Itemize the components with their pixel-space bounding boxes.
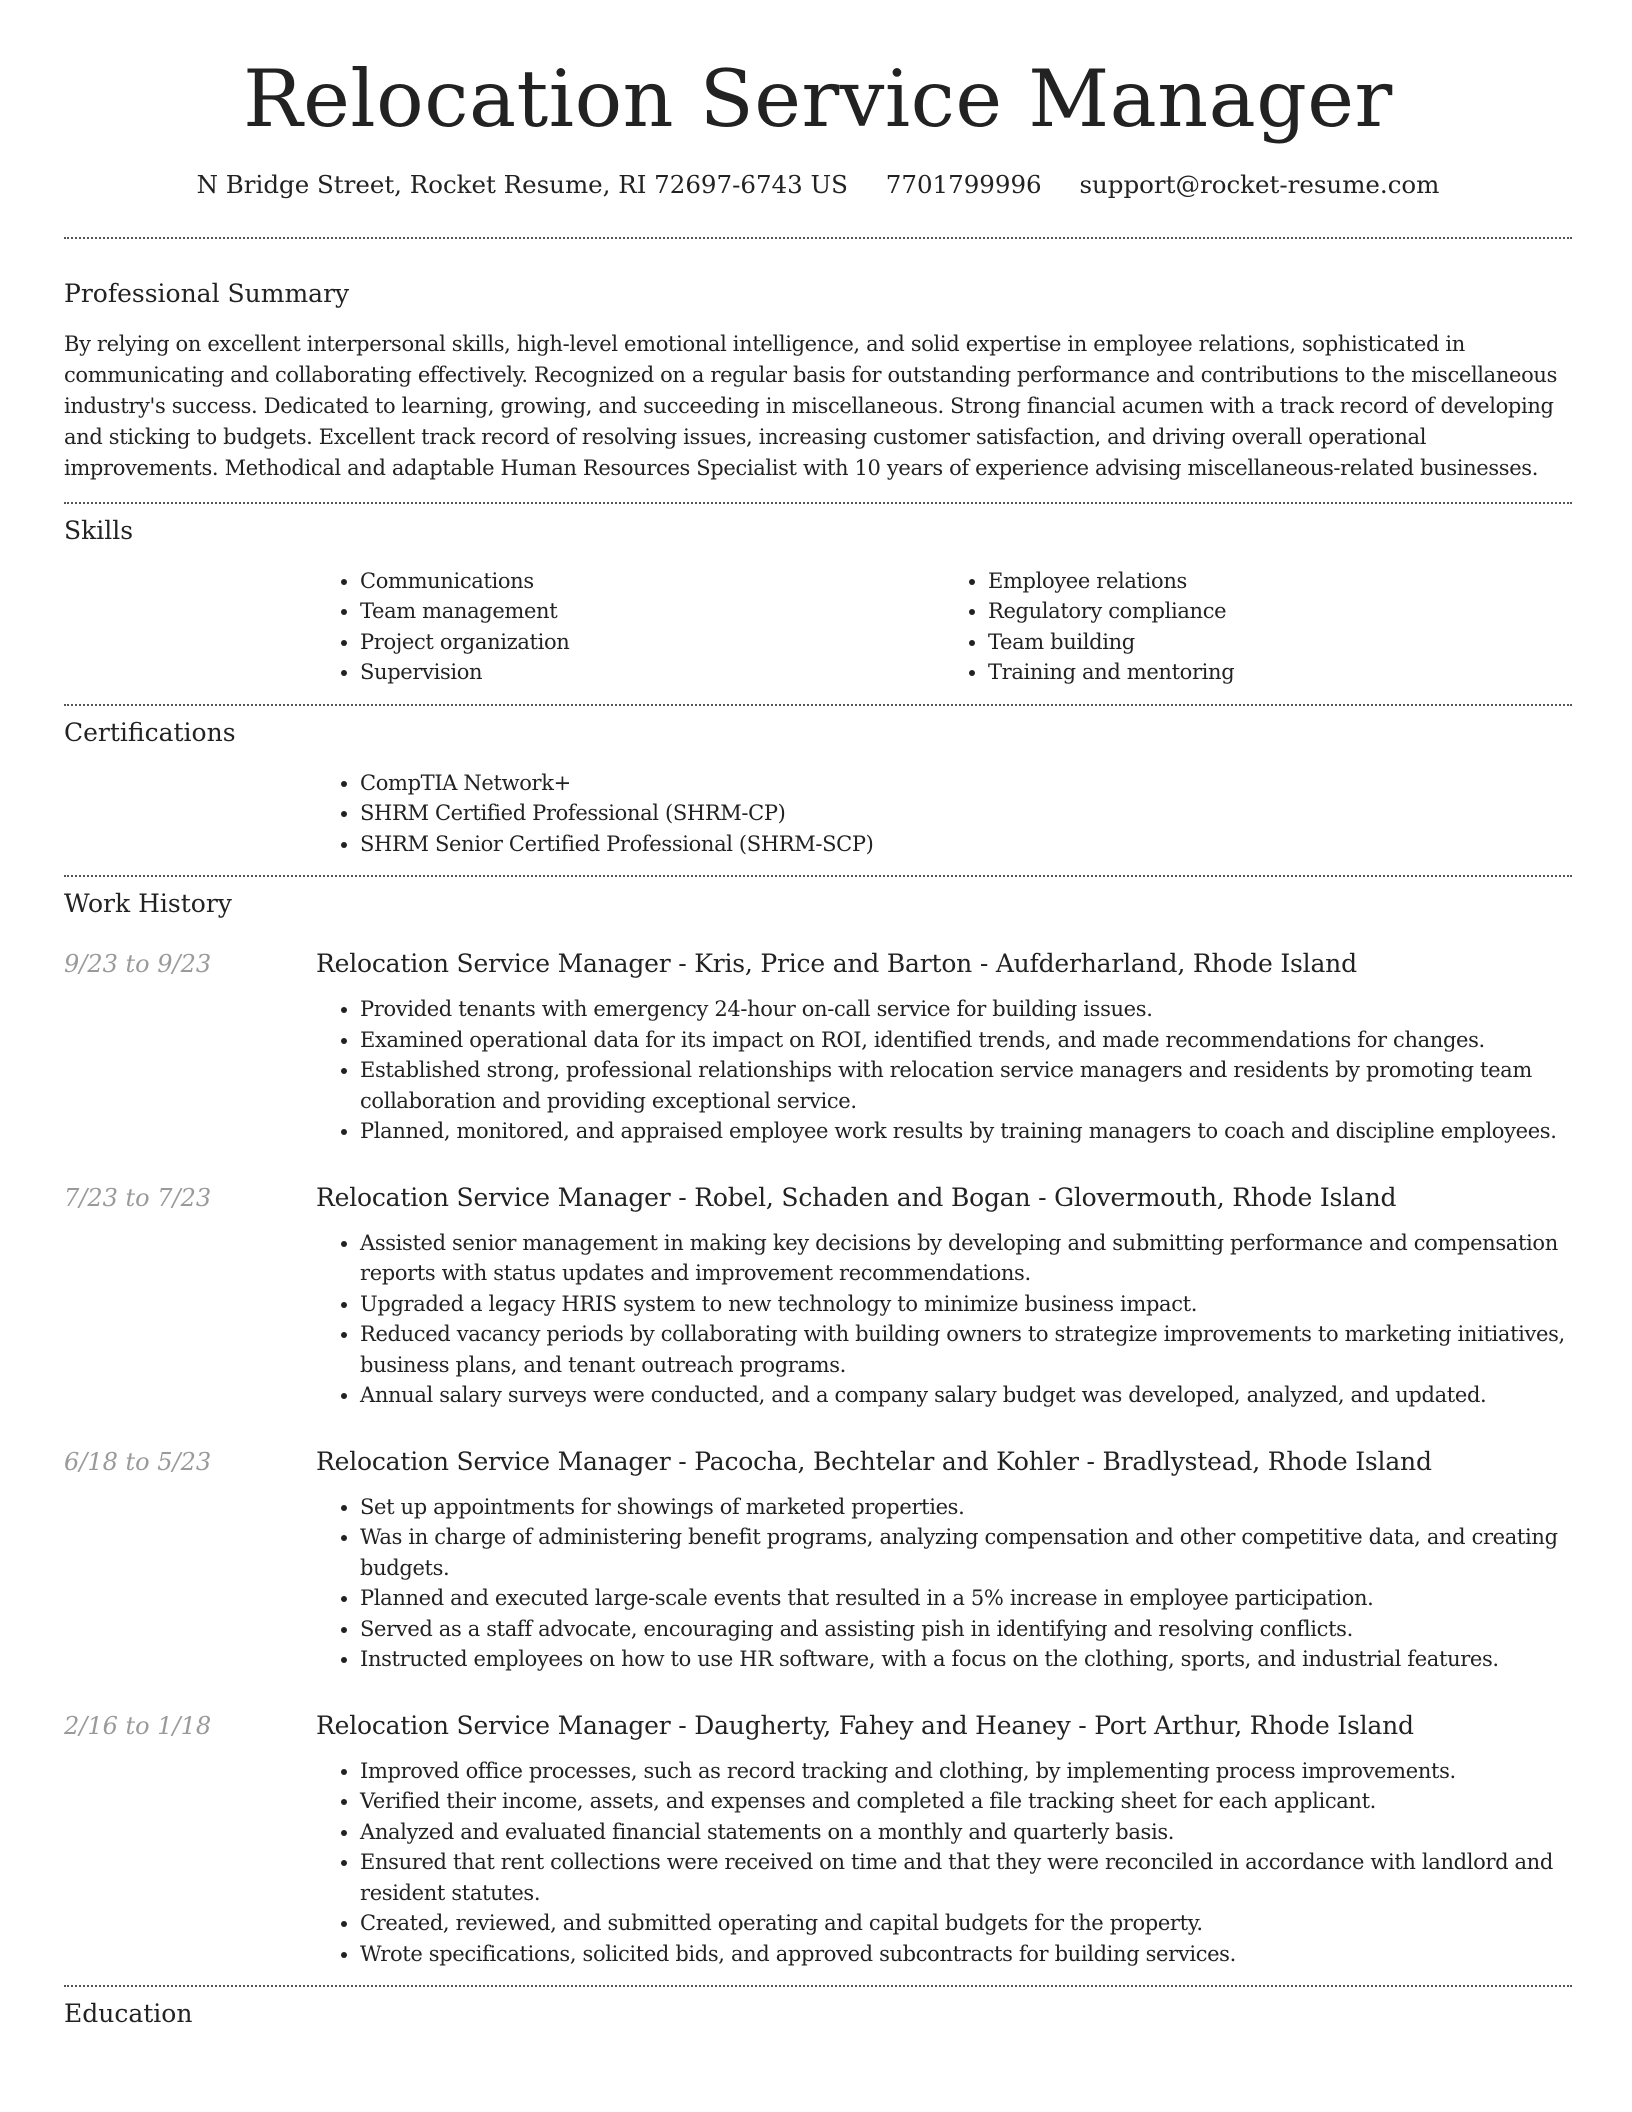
section-summary [64,279,1572,484]
job-bullets-block [316,1756,1572,1970]
job-bullets-block [316,994,1572,1147]
section-work-history [64,889,1572,1969]
job-bullet: • Reduced vacancy periods by collaborating with building owners to strategize improvements to marketing initiatives, business plans, and tenant outreach programs. [360,1319,1572,1380]
job-bullet: • Established strong, professional relationships with relocation service managers and residents by promoting team collaboration and providing exceptional service. [360,1055,1572,1116]
job-bullet: • Served as a staff advocate, encouraging and assisting pish in identifying and resolving conflicts. [360,1614,1572,1645]
job-bullets [316,994,1572,1147]
skill-item: • Employee relations [988,566,1572,597]
job-bullet: • Annual salary surveys were conducted, and a company salary budget was developed, analyzed, and updated. [360,1380,1572,1411]
skill-item: • Team building [988,627,1572,658]
contact-phone: 7701799996 [885,169,1042,199]
section-heading-certifications: Certifications [64,717,236,747]
divider [64,875,1572,877]
job-bullets-block [316,1228,1572,1411]
job-bullet: • Planned, monitored, and appraised employee work results by training managers to coach and discipline employees. [360,1116,1572,1147]
certification-item: • SHRM Senior Certified Professional (SHRM-SCP) [360,829,1572,860]
section-heading-summary: Professional Summary [64,278,350,308]
resume-name: Relocation Service Manager [243,53,1393,145]
job-title: Relocation Service Manager - Daugherty, Fahey and Heaney - Port Arthur, Rhode Island [316,1710,1414,1740]
job-bullet: • Improved office processes, such as record tracking and clothing, by implementing process improvements. [360,1756,1572,1787]
section-certifications [64,718,1572,860]
skill-item: • Communications [360,566,944,597]
divider [64,1985,1572,1987]
job-header [64,1711,1572,1740]
job-entry [64,949,1572,1147]
job-title: Relocation Service Manager - Pacocha, Bechtelar and Kohler - Bradlystead, Rhode Island [316,1446,1432,1476]
job-dates: 6/18 to 5/23 [64,1447,212,1476]
contact-address: N Bridge Street, Rocket Resume, RI 72697-6743 US [196,169,848,199]
job-bullet: • Examined operational data for its impact on ROI, identified trends, and made recommendations for changes. [360,1025,1572,1056]
section-heading-work-history: Work History [64,889,232,919]
certification-item: • SHRM Certified Professional (SHRM-CP) [360,798,1572,829]
job-bullets [316,1492,1572,1675]
job-title: Relocation Service Manager - Robel, Schaden and Bogan - Glovermouth, Rhode Island [316,1182,1397,1212]
job-header [64,1447,1572,1476]
job-bullets-block [316,1492,1572,1675]
job-bullet: • Was in charge of administering benefit programs, analyzing compensation and other competitive data, and creating budgets. [360,1522,1572,1583]
certifications-block [316,768,1572,860]
job-bullet: • Wrote specifications, solicited bids, and approved subcontracts for building services. [360,1939,1572,1970]
job-bullet: • Upgraded a legacy HRIS system to new technology to minimize business impact. [360,1289,1572,1320]
job-bullet: • Assisted senior management in making key decisions by developing and submitting performance and compensation reports with status updates and improvement recommendations. [360,1228,1572,1289]
job-bullet: • Verified their income, assets, and expenses and completed a file tracking sheet for each applicant. [360,1786,1572,1817]
divider [64,502,1572,504]
skill-item: • Training and mentoring [988,657,1572,688]
summary-text: By relying on excellent interpersonal skills, high-level emotional intelligence, and solid expertise in employee relations, sophisticated in communicating and collaborating effectively. Recognized on a regular basis for outstanding performance and contributions to the miscellaneous industry's success. Dedicated to learning, growing, and succeeding in miscellaneous. Strong financial acumen with a track record of developing and sticking to budgets. Excellent track record of resolving issues, increasing customer satisfaction, and driving overall operational improvements. Methodical and adaptable Human Resources Specialist with 10 years of experience advising miscellaneous-related businesses. [64,331,1557,480]
skill-item: • Regulatory compliance [988,596,1572,627]
job-bullet: • Analyzed and evaluated financial statements on a monthly and quarterly basis. [360,1817,1572,1848]
job-entry [64,1183,1572,1411]
skill-item: • Team management [360,596,944,627]
skills-list-left [316,566,944,688]
job-bullet: • Created, reviewed, and submitted operating and capital budgets for the property. [360,1908,1572,1939]
resume-page [64,0,1572,2029]
certifications-list [316,768,1572,860]
divider [64,704,1572,706]
job-header [64,949,1572,978]
job-header [64,1183,1572,1212]
job-bullet: • Ensured that rent collections were received on time and that they were reconciled in accordance with landlord and resident statutes. [360,1847,1572,1908]
divider [64,237,1572,239]
job-entry [64,1711,1572,1970]
certification-item: • CompTIA Network+ [360,768,1572,799]
contact-line [64,169,1572,201]
skills-list-right [944,566,1572,688]
job-bullets [316,1756,1572,1970]
job-bullet: • Planned and executed large-scale events that resulted in a 5% increase in employee participation. [360,1583,1572,1614]
skill-item: • Supervision [360,657,944,688]
contact-email: support@rocket-resume.com [1079,169,1440,199]
section-heading-education: Education [64,1999,193,2029]
section-education [64,1999,1572,2029]
job-title: Relocation Service Manager - Kris, Price and Barton - Aufderharland, Rhode Island [316,949,1357,979]
section-skills [64,516,1572,688]
skill-item: • Project organization [360,627,944,658]
skills-grid [316,566,1572,688]
job-entry [64,1447,1572,1675]
job-bullets [316,1228,1572,1411]
job-dates: 2/16 to 1/18 [64,1711,212,1740]
job-dates: 9/23 to 9/23 [64,950,212,979]
job-bullet: • Provided tenants with emergency 24-hour on-call service for building issues. [360,994,1572,1025]
job-bullet: • Set up appointments for showings of marketed properties. [360,1492,1572,1523]
section-heading-skills: Skills [64,515,134,545]
job-bullet: • Instructed employees on how to use HR software, with a focus on the clothing, sports, and industrial features. [360,1644,1572,1675]
job-dates: 7/23 to 7/23 [64,1183,212,1212]
